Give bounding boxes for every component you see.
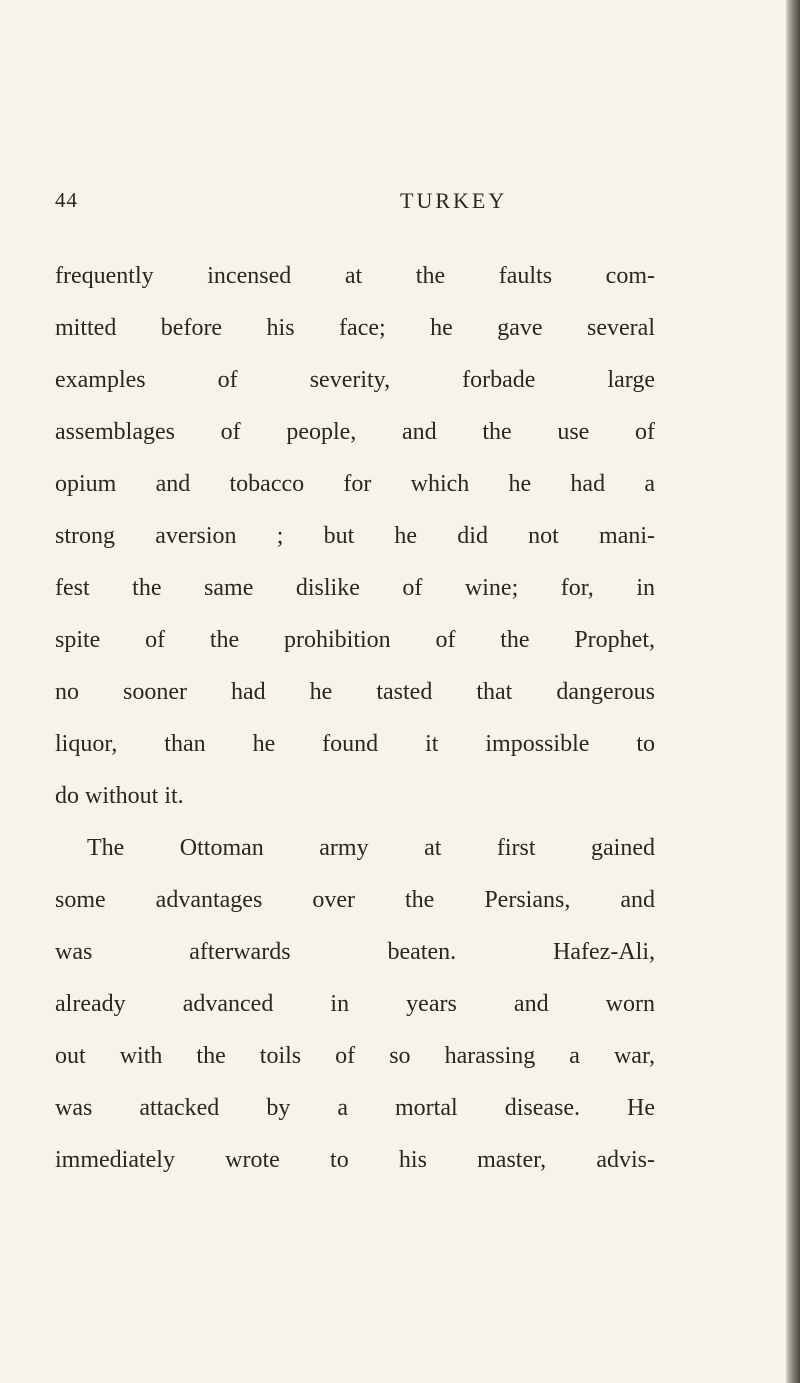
- text-line: fest the same dislike of wine; for, in: [55, 575, 655, 601]
- text-line: do without it.: [55, 783, 184, 809]
- text-line: was afterwards beaten. Hafez-Ali,: [55, 939, 655, 965]
- text-line: liquor, than he found it impossible to: [55, 731, 655, 757]
- text-line: mitted before his face; he gave several: [55, 315, 655, 341]
- text-line: immediately wrote to his master, advis-: [55, 1147, 655, 1173]
- text-line: was attacked by a mortal disease. He: [55, 1095, 655, 1121]
- text-line: frequently incensed at the faults com-: [55, 263, 655, 289]
- text-line: strong aversion ; but he did not mani-: [55, 523, 655, 549]
- text-line: spite of the prohibition of the Prophet,: [55, 627, 655, 653]
- page-header: [55, 188, 645, 228]
- text-line: already advanced in years and worn: [55, 991, 655, 1017]
- running-title: TURKEY: [400, 188, 508, 213]
- page-edge-shadow: [786, 0, 800, 1383]
- text-line: assemblages of people, and the use of: [55, 419, 655, 445]
- text-line: The Ottoman army at first gained: [87, 835, 655, 861]
- text-line: opium and tobacco for which he had a: [55, 471, 655, 497]
- text-line: out with the toils of so harassing a war,: [55, 1043, 655, 1069]
- text-line: examples of severity, forbade large: [55, 367, 655, 393]
- paragraph-1: [55, 250, 655, 822]
- paragraph-2: [55, 822, 655, 1186]
- body-text: [55, 250, 655, 1186]
- text-line: no sooner had he tasted that dangerous: [55, 679, 655, 705]
- page-number: 44: [55, 188, 78, 212]
- text-line: some advantages over the Persians, and: [55, 887, 655, 913]
